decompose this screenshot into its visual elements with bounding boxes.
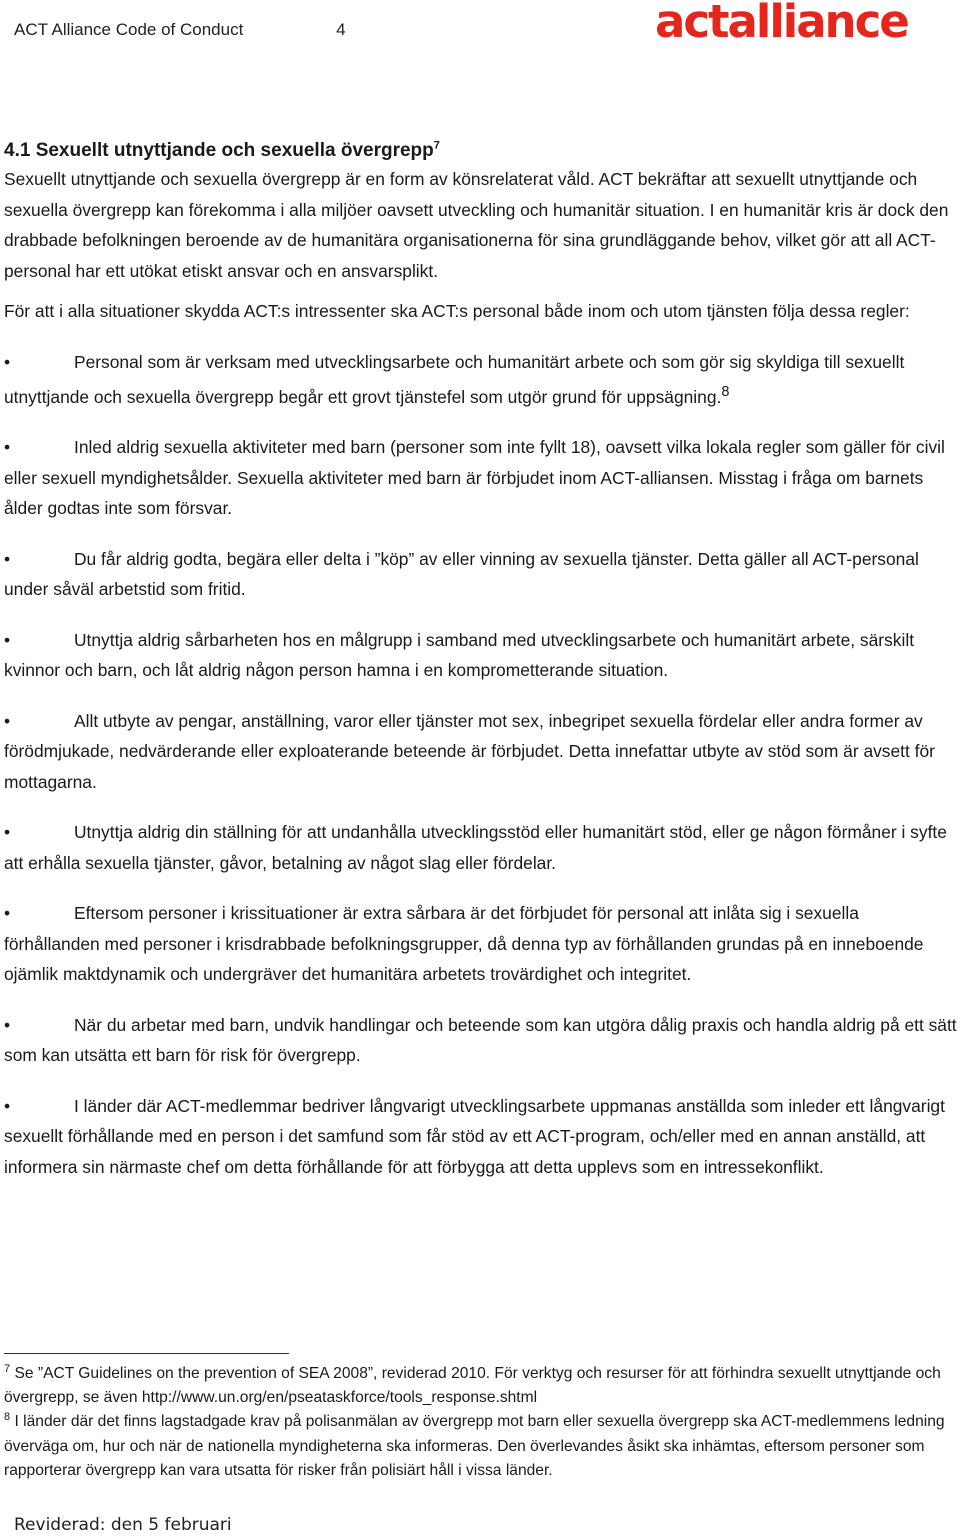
revision-note: Reviderad: den 5 februari [14,1515,232,1535]
act-alliance-logo: actalliance [655,0,908,48]
bullet-icon: • [4,1014,11,1035]
page-number: 4 [336,20,346,39]
bullet-icon: • [4,1095,11,1116]
footnotes [4,1353,960,1483]
page-header [14,20,346,40]
list-item: • När du arbetar med barn, undvik handlingar och beteende som kan utgöra dålig praxis och handla aldrig på ett sätt som kan utsätta ett barn för risk för övergrepp. [4,1010,959,1071]
list-item: • Allt utbyte av pengar, anställning, varor eller tjänster mot sex, inbegripet sexuella fördelar eller andra former av förödmjukade, nedvärderande eller exploaterande beteende är förbjudet. Detta innefattar utbyte av stöd som är avsett för mottagarna. [4,706,959,798]
list-item: • Utnyttja aldrig sårbarheten hos en målgrupp i samband med utvecklingsarbete och humanitärt arbete, särskilt kvinnor och barn, och låt aldrig någon person hamna i en komprometterande situation. [4,625,959,686]
bullet-icon: • [4,903,11,924]
section-heading: 4.1 Sexuellt utnyttjande och sexuella övergrepp$^7$ [4,139,440,161]
list-item: • Personal som är verksam med utvecklingsarbete och humanitärt arbete och som gör sig skyldiga till sexuellt utnyttjande och sexuella övergrepp begår ett grovt tjänstefel som utgör grund för uppsägning.$^8$ [4,347,959,413]
bullet-icon: • [4,629,11,650]
document-title: ACT Alliance Code of Conduct [14,20,244,39]
intro-paragraph: Sexuellt utnyttjande och sexuella övergrepp är en form av könsrelaterat våld. ACT bekräftar att sexuellt utnyttjande och sexuella övergrepp kan förekomma i alla miljöer oavsett utveckling och humanitär situation. I en humanitär kris är dock den drabbade befolkningen beroende av de humanitära organisationerna för sina grundläggande behov, vilket gör att all ACT-personal har ett utökat etiskt ansvar och en ansvarsplikt. [4,169,949,281]
footnote-ref-7: 7 [433,139,440,152]
bullet-icon: • [4,351,11,372]
lead-paragraph: För att i alla situationer skydda ACT:s intressenter ska ACT:s personal både inom och utom tjänsten följa dessa regler: [4,301,910,321]
bullet-icon: • [4,822,11,843]
footnote-7: $^7$ Se ”ACT Guidelines on the prevention of SEA 2008”, reviderad 2010. För verktyg och resurser för att förhindra sexuellt utnyttjande och övergrepp, se även http://www.un.org/en/pseataskforce/tools_response.shtml [4,1362,941,1407]
list-item: • Inled aldrig sexuella aktiviteter med barn (personer som inte fyllt 18), oavsett vilka lokala regler som gäller för civil eller sexuell myndighetsålder. Sexuella aktiviteter med barn är förbjudet inom ACT-alliansen. Misstag i fråga om barnets ålder godtas inte som försvar. [4,432,959,524]
list-item: • Eftersom personer i krissituationer är extra sårbara är det förbjudet för personal att inlåta sig i sexuella förhållanden med personer i krisdrabbade befolkningsgrupper, då denna typ av förhållanden grundas på en inneboende ojämlik maktdynamik och undergräver det humanitära arbetets trovärdighet och integritet. [4,898,959,990]
footnote-8: $^8$ I länder där det finns lagstadgade krav på polisanmälan av övergrepp mot barn eller sexuella övergrepp ska ACT-medlemmens ledning överväga om, hur och när de nationella myndigheterna ska informeras. Den överlevandes åsikt ska inhämtas, eftersom personer som rapporterar övergrepp kan vara utsatta för risker från polisiärt håll i vissa länder. [4,1411,945,1479]
document-body [4,138,959,1202]
footnote-ref-8: 8 [721,384,730,400]
bullet-icon: • [4,710,11,731]
list-item: • Du får aldrig godta, begära eller delta i ”köp” av eller vinning av sexuella tjänster. Detta gäller all ACT-personal under såväl arbetstid som fritid. [4,544,959,605]
bullet-icon: • [4,548,11,569]
bullet-icon: • [4,437,11,458]
list-item: • I länder där ACT-medlemmar bedriver långvarigt utvecklingsarbete uppmanas anställda som inleder ett långvarigt sexuellt förhållande med en person i det samfund som får stöd av ett ACT-program, och/eller med en annan anställd, att informera sin närmaste chef om detta förhållande för att förbygga att detta upplevs som en intressekonflikt. [4,1091,959,1183]
list-item: • Utnyttja aldrig din ställning för att undanhålla utvecklingsstöd eller humanitärt stöd, eller ge någon förmåner i syfte att erhålla sexuella tjänster, gåvor, betalning av något slag eller fördelar. [4,817,959,878]
footnote-divider [4,1353,289,1354]
